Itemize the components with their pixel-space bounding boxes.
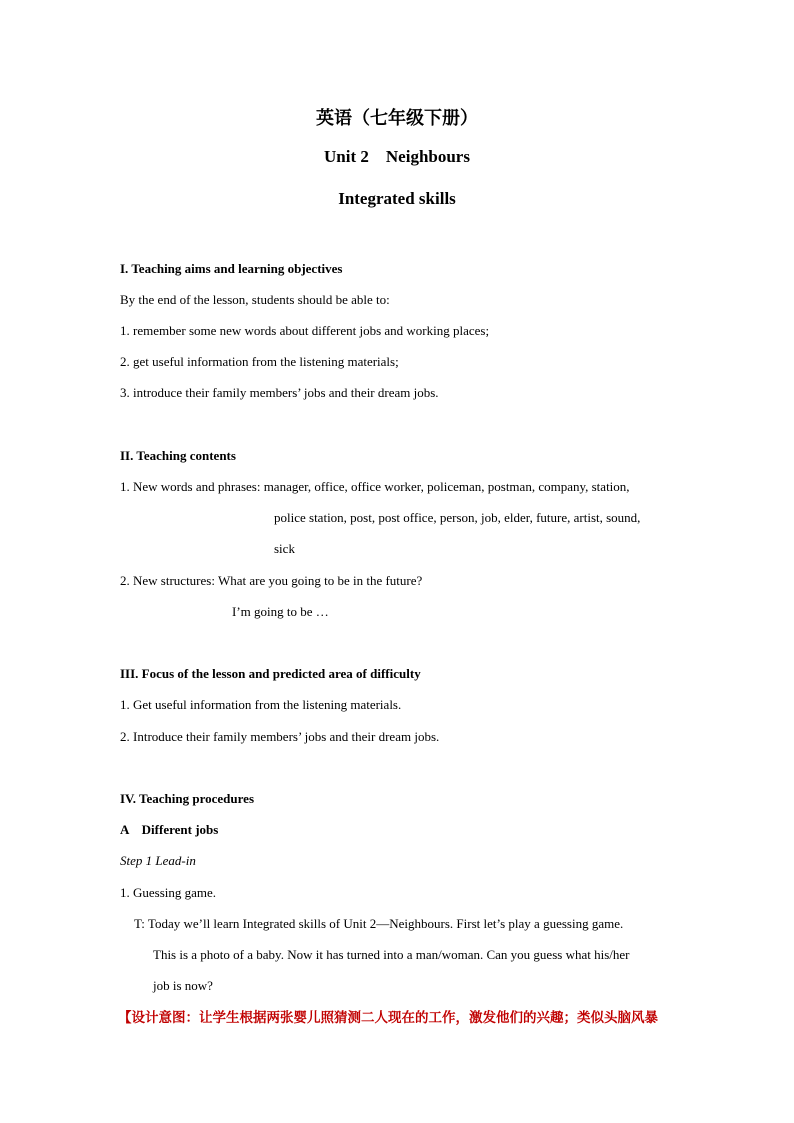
section1-item: 3. introduce their family members’ jobs and their dream jobs. [120, 385, 439, 400]
section3-item: 1. Get useful information from the listening materials. [120, 697, 402, 712]
new-words-line: 1. New words and phrases: manager, office, office worker, policeman, postman, company, station, [120, 479, 630, 494]
new-structures-line: 2. New structures: What are you going to be in the future? [120, 573, 423, 588]
subsection-a-heading: A Different jobs [120, 822, 219, 837]
teacher-line: This is a photo of a baby. Now it has turned into a man/woman. Can you guess what his/her [153, 947, 630, 962]
section3-heading: III. Focus of the lesson and predicted area of difficulty [120, 666, 421, 681]
section1-heading: I. Teaching aims and learning objectives [120, 261, 343, 276]
document-title: 英语（七年级下册） [316, 108, 478, 128]
teacher-line: T: Today we’ll learn Integrated skills of Unit 2—Neighbours. First let’s play a guessing game. [134, 916, 624, 931]
new-structures-line: I’m going to be … [232, 604, 329, 619]
step-heading: Step 1 Lead-in [120, 853, 196, 868]
activity-title: 1. Guessing game. [120, 885, 217, 900]
section4-heading: IV. Teaching procedures [120, 791, 255, 806]
lesson-topic: Integrated skills [338, 189, 456, 208]
new-words-line: sick [274, 541, 295, 556]
new-words-line: police station, post, post office, person, job, elder, future, artist, sound, [274, 510, 641, 525]
section1-item: 2. get useful information from the listening materials; [120, 354, 399, 369]
design-intent-note: 【设计意图：让学生根据两张婴儿照猜测二人现在的工作，激发他们的兴趣；类似头脑风暴 [118, 1010, 658, 1026]
section1-item: 1. remember some new words about different jobs and working places; [120, 323, 490, 338]
section2-heading: II. Teaching contents [120, 448, 236, 463]
section1-intro: By the end of the lesson, students should be able to: [120, 292, 390, 307]
unit-title-text: Unit 2 Neighbours [324, 147, 470, 166]
unit-title [0, 147, 794, 167]
section3-item: 2. Introduce their family members’ jobs and their dream jobs. [120, 729, 440, 744]
teacher-line: job is now? [153, 978, 213, 993]
